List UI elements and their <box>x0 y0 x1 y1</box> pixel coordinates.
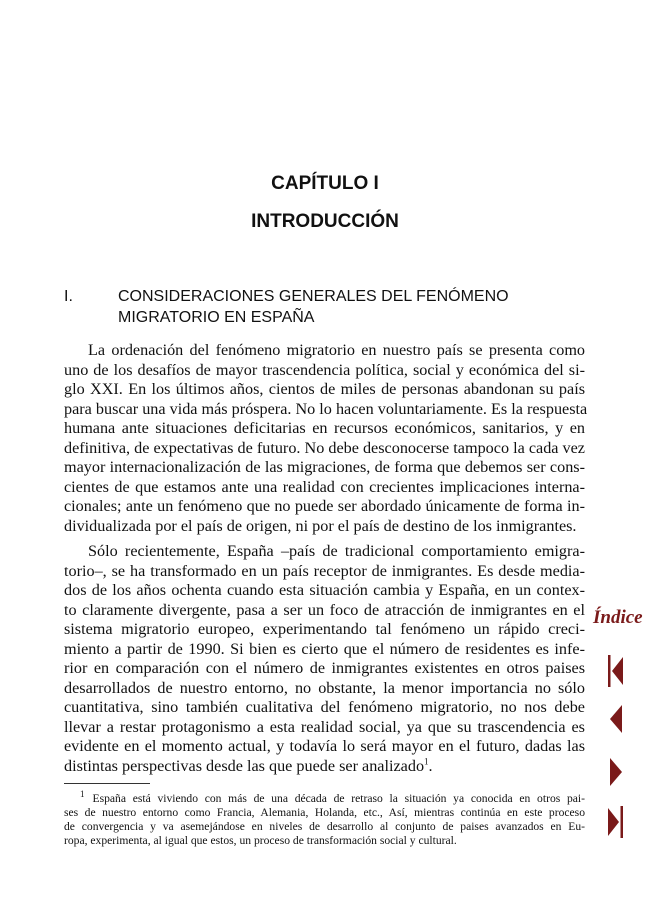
text-line-content: humana ante situaciones deficitarias en recursos económicos, sanitarios, y en <box>64 419 585 437</box>
text-line <box>64 698 585 718</box>
text-line <box>64 718 585 738</box>
text-line <box>64 399 588 420</box>
footnote-line <box>64 806 585 820</box>
index-link[interactable]: Índice <box>593 607 643 628</box>
footnote-line-content: España está viviendo con más de una década de retraso la situación ya conocida en otros pai- <box>92 792 585 805</box>
footnote-line-content: ropa, experimenta, al igual que estos, un proceso de transformación social y cultural. <box>64 834 457 847</box>
text-line-content: llevar a restar protagonismo a esta realidad social, ya que su trascendencia es <box>64 717 585 736</box>
footnote-line-content: ses de nuestro entorno como Francia, Alemania, Holanda, etc., Así, mientras continúa en este proceso <box>64 806 585 819</box>
text-line <box>64 458 585 478</box>
text-line-content: La ordenación del fenómeno migratorio en nuestro país se presenta como <box>88 341 585 359</box>
text-line <box>64 497 585 517</box>
text-line <box>64 478 585 498</box>
body-paragraph <box>64 542 585 776</box>
chapter-number: CAPÍTULO I <box>271 173 379 194</box>
text-line <box>64 659 585 679</box>
chapter-title: INTRODUCCIÓN <box>251 211 399 232</box>
text-line <box>64 361 585 381</box>
footnote-line <box>64 789 585 806</box>
footnote-line-content: de convergencia y va asemejándose en niveles de desarrollo al conjunto de paises avanzados en Eu- <box>64 820 585 833</box>
text-line-content: Sólo recientemente, España –país de tradicional comportamiento emigra- <box>88 542 585 560</box>
text-line-content: para buscar una vida más próspera. No lo hacen voluntariamente. Es la respuesta <box>64 399 588 418</box>
text-line-content: glo XXI. En los últimos años, cientos de miles de personas abandonan su país <box>64 380 585 398</box>
text-line-content: dividualizada por el país de origen, ni por el país de destino de los inmigrantes. <box>64 516 577 535</box>
text-line <box>64 601 585 621</box>
body-paragraph <box>64 341 588 536</box>
text-line <box>64 562 585 582</box>
text-line-content: uno de los desafíos de mayor trascendencia política, social y económica del si- <box>64 360 585 379</box>
text-line <box>64 679 585 699</box>
section-title <box>118 286 509 328</box>
first-page-icon[interactable] <box>604 654 626 688</box>
text-line <box>64 517 585 537</box>
text-line-content: cientes de que estamos ante una realidad con crecientes implicaciones interna- <box>64 477 585 496</box>
text-line-content: rior en comparación con el número de inmigrantes existentes en otros paises <box>64 659 585 677</box>
text-line-content: definitiva, de expectativas de futuro. No debe desconocerse tampoco la cada vez <box>64 438 585 457</box>
text-line <box>64 640 585 660</box>
text-line-content: torio–, se ha transformado en un país receptor de inmigrantes. Es desde media- <box>64 561 585 580</box>
text-line <box>64 380 585 400</box>
text-line-content: desarrollados de nuestro entorno, no obstante, la menor importancia no sólo <box>64 678 585 697</box>
text-line-content: sistema migratorio europeo, experimentando tal fenómeno un rápido creci- <box>64 620 585 638</box>
section-title-line: CONSIDERACIONES GENERALES DEL FENÓMENO <box>118 288 509 305</box>
text-line: distintas perspectivas desde las que puede ser analizado$^1$. <box>64 756 433 775</box>
footnote-marker: 1 <box>80 789 85 800</box>
footnote-line <box>64 820 585 834</box>
text-line <box>64 419 585 439</box>
footnote-line <box>64 834 585 848</box>
text-line <box>64 620 585 640</box>
text-line <box>64 439 585 459</box>
text-line <box>64 341 585 361</box>
last-page-icon[interactable] <box>604 805 626 839</box>
text-line-content: distintas perspectivas desde las que puede ser analizado <box>64 756 425 775</box>
text-line-content: miento a partir de 1990. Si bien es cierto que el número de residentes es infe- <box>64 639 585 658</box>
previous-page-icon[interactable] <box>604 702 626 736</box>
section-title-line: MIGRATORIO EN ESPAÑA <box>118 309 315 326</box>
text-line <box>64 542 585 562</box>
footnote <box>64 789 585 848</box>
text-line-content: mayor internacionalización de las migraciones, de forma que debemos ser cons- <box>64 458 585 476</box>
text-line-content: evidente en el momento actual, y todavía lo será mayor en el futuro, dadas las <box>64 737 585 755</box>
text-line-content: cuantitativa, sino también cualitativa del fenómeno migratorio, no nos debe <box>64 698 585 716</box>
text-line <box>64 737 585 757</box>
text-line-content: cionales; ante un fenómeno que no puede ser abordado únicamente de forma in- <box>64 497 585 515</box>
footnote-divider <box>64 783 150 784</box>
text-line-content: to claramente divergente, pasa a ser un foco de atracción de inmigrantes en el <box>64 600 585 619</box>
text-line <box>64 581 585 601</box>
section-numeral: I. <box>64 288 73 305</box>
text-line-content: dos de los años ochenta cuando esta situación cambia y España, en un contex- <box>64 581 585 599</box>
footnote-reference[interactable]: 1 <box>424 756 429 767</box>
next-page-icon[interactable] <box>604 755 626 789</box>
